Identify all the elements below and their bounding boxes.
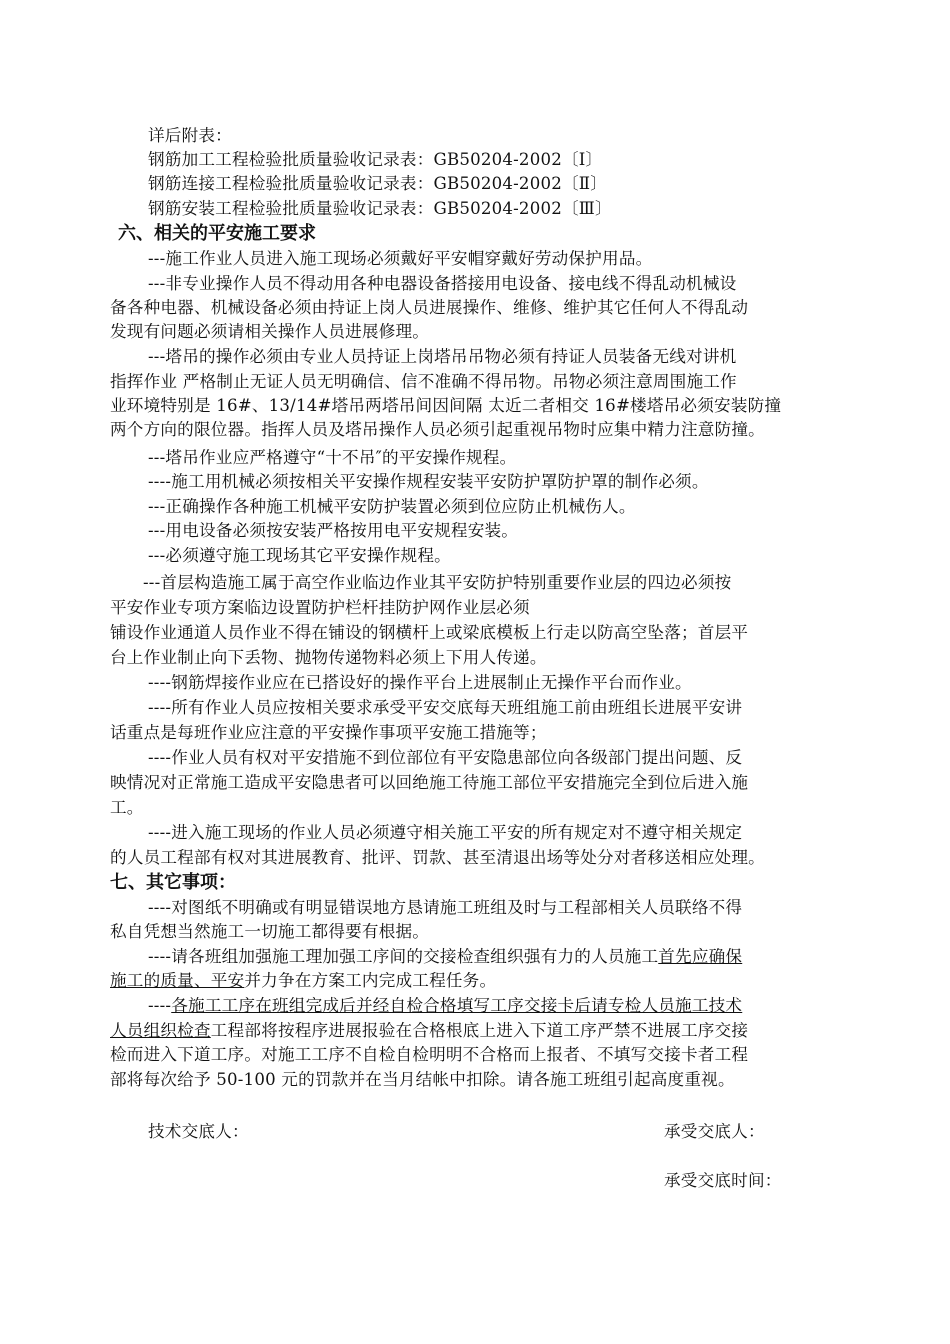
section-7-heading: 七、其它事项： xyxy=(110,872,236,893)
section-6-heading: 六、相关的平安施工要求 xyxy=(118,223,316,244)
paragraph-line: 私自凭想当然施工一切施工都得要有根据。 xyxy=(110,922,430,941)
attachment-item: 钢筋加工工程检验批质量验收记录表：GB50204-2002〔Ⅰ〕 xyxy=(148,150,603,169)
attachment-item: 钢筋连接工程检验批质量验收记录表：GB50204-2002〔Ⅱ〕 xyxy=(148,174,608,193)
paragraph-line: ---正确操作各种施工机械平安防护装置必须到位应防止机械伤人。 xyxy=(148,497,636,516)
paragraph-line: 业环境特别是 16#、13/14#塔吊两塔吊间因间隔 太近二者相交 16#楼塔吊必须安装防撞 xyxy=(110,396,782,415)
paragraph-line: 检而进入下道工序。对施工工序不自检自检明明不合格而上报者、不填写交接卡者工程 xyxy=(110,1045,749,1064)
paragraph-line: 部将每次给予 50-100 元的罚款并在当月结帐中扣除。请各施工班组引起高度重视。 xyxy=(110,1070,735,1089)
paragraph-line: 工。 xyxy=(110,798,144,817)
paragraph-line: 平安作业专项方案临边设置防护栏杆挂防护网作业层必须 xyxy=(110,598,530,617)
paragraph-line: 指挥作业 严格制止无证人员无明确信、信不准确不得吊物。吊物必须注意周围施工作 xyxy=(110,372,737,391)
paragraph-line: 备各种电器、机械设备必须由持证上岗人员进展操作、维修、维护其它任何人不得乱动 xyxy=(110,298,749,317)
paragraph-line: ----进入施工现场的作业人员必须遵守相关施工平安的所有规定对不遵守相关规定 xyxy=(148,823,743,842)
underlined-text: 施工的质量、平安 xyxy=(110,971,245,990)
paragraph-line: ---首层构造施工属于高空作业临边作业其平安防护特别重要作业层的四边必须按 xyxy=(143,573,732,592)
paragraph-line: 的人员工程部有权对其进展教育、批评、罚款、甚至清退出场等处分对者移送相应处理。 xyxy=(110,848,765,867)
underlined-text: 人员组织检查 xyxy=(110,1021,211,1040)
paragraph-line: ---施工作业人员进入施工现场必须戴好平安帽穿戴好劳动保护用品。 xyxy=(148,249,653,268)
paragraph-line: 映情况对正常施工造成平安隐患者可以回绝施工待施工部位平安措施完全到位后进入施 xyxy=(110,773,749,792)
underlined-text: 首先应确保 xyxy=(658,947,743,966)
text-run: ----请各班组加强施工理加强工序间的交接检查组织强有力的人员施工 xyxy=(148,947,659,966)
paragraph-line: ----作业人员有权对平安措施不到位部位有平安隐患部位向各级部门提出问题、反 xyxy=(148,748,743,767)
paragraph-line: ---非专业操作人员不得动用各种电器设备搭接用电设备、接电线不得乱动机械设 xyxy=(148,274,737,293)
text-run: ---- xyxy=(148,996,172,1015)
attachments-intro: 详后附表： xyxy=(148,126,232,145)
paragraph-line: ----钢筋焊接作业应在已搭设好的操作平台上进展制止无操作平台而作业。 xyxy=(148,673,692,692)
receive-time-label: 承受交底时间： xyxy=(664,1171,782,1190)
paragraph-line xyxy=(148,945,742,969)
paragraph-line: ----对图纸不明确或有明显错误地方恳请施工班组及时与工程部相关人员联络不得 xyxy=(148,898,743,917)
paragraph-line: ---塔吊的操作必须由专业人员持证上岗塔吊吊物必须有持证人员装备无线对讲机 xyxy=(148,347,737,366)
paragraph-line xyxy=(110,969,496,993)
paragraph-line: ---必须遵守施工现场其它平安操作规程。 xyxy=(148,546,451,565)
receiver-signature-label: 承受交底人： xyxy=(664,1122,765,1141)
text-run: 并力争在方案工内完成工程任务。 xyxy=(244,971,497,990)
paragraph-line: 台上作业制止向下丢物、抛物传递物料必须上下用人传递。 xyxy=(110,648,547,667)
paragraph-line: ---用电设备必须按安装严格按用电平安规程安装。 xyxy=(148,521,519,540)
paragraph-line: ---塔吊作业应严格遵守“十不吊″的平安操作规程。 xyxy=(148,448,517,467)
paragraph-line: ----所有作业人员应按相关要求承受平安交底每天班组施工前由班组长进展平安讲 xyxy=(148,698,743,717)
underlined-text: 各施工工序在班组完成后并经自检合格填写工序交接卡后请专检人员施工技术 xyxy=(171,996,743,1015)
paragraph-line: 铺设作业通道人员作业不得在铺设的钢横杆上或梁底模板上行走以防高空坠落；首层平 xyxy=(110,623,749,642)
tech-signature-label: 技术交底人： xyxy=(148,1122,249,1141)
paragraph-line: 话重点是每班作业应注意的平安操作事项平安施工措施等； xyxy=(110,723,547,742)
attachment-item: 钢筋安装工程检验批质量验收记录表：GB50204-2002〔Ⅲ〕 xyxy=(148,199,612,218)
text-run: 工程部将按程序进展报验在合格根底上进入下道工序严禁不进展工序交接 xyxy=(210,1021,749,1040)
paragraph-line: 发现有问题必须请相关操作人员进展修理。 xyxy=(110,322,430,341)
paragraph-line xyxy=(110,1019,748,1043)
paragraph-line: 两个方向的限位器。指挥人员及塔吊操作人员必须引起重视吊物时应集中精力注意防撞。 xyxy=(110,420,765,439)
paragraph-line xyxy=(148,994,742,1018)
paragraph-line: ----施工用机械必须按相关平安操作规程安装平安防护罩防护罩的制作必须。 xyxy=(148,472,709,491)
